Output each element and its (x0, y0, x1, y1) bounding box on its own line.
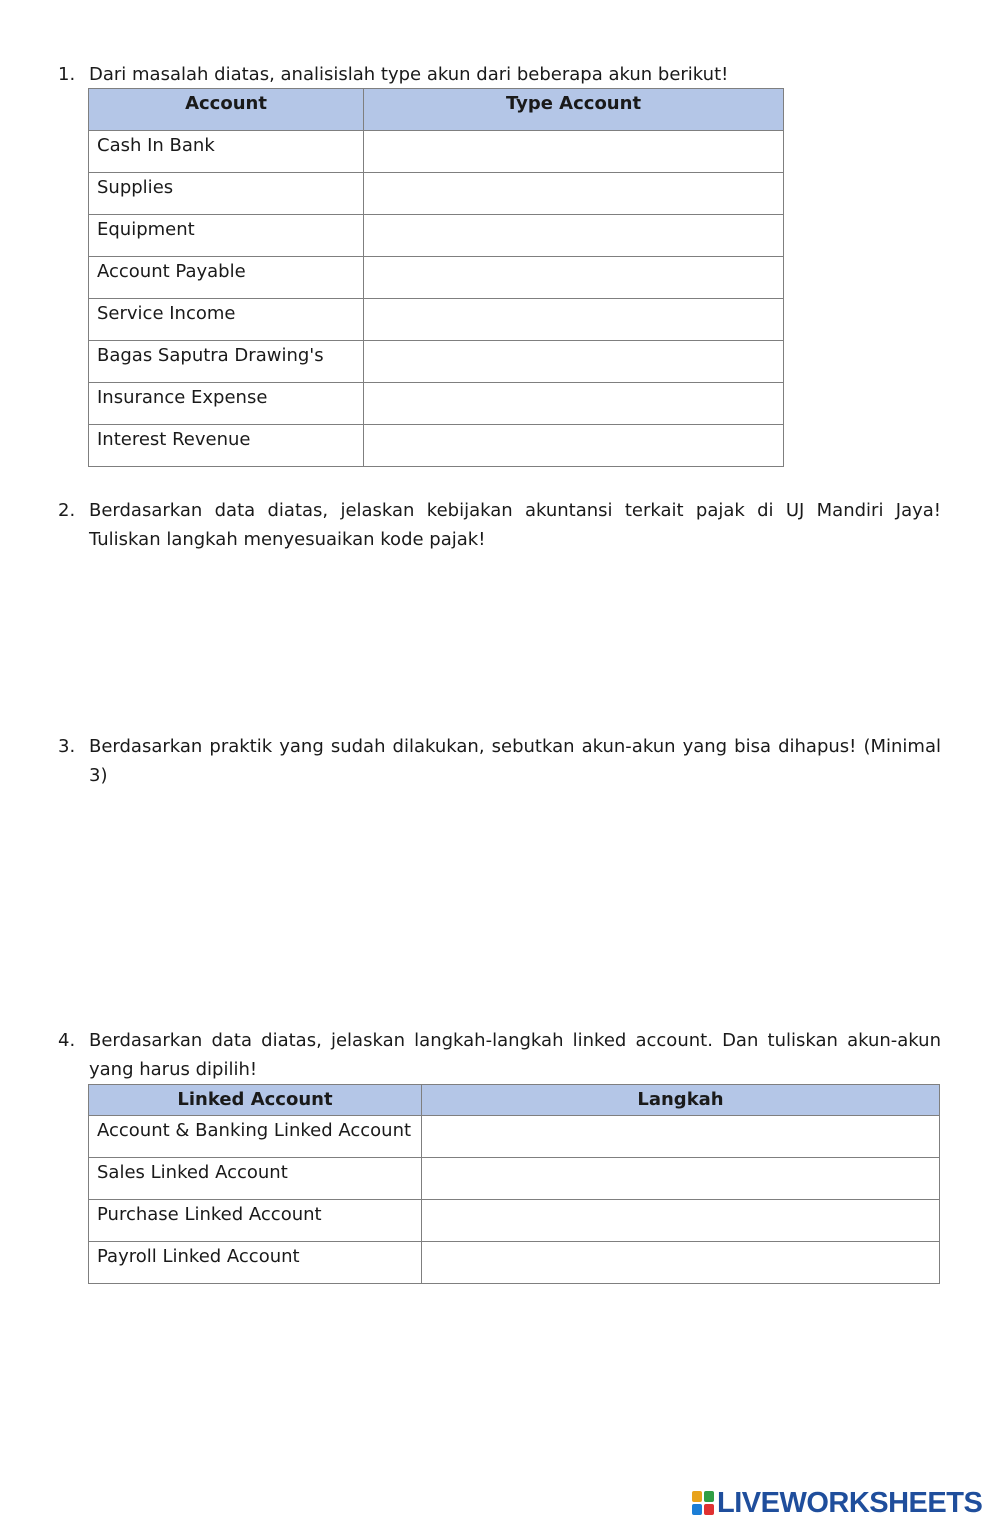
account-name: Account Payable (89, 257, 364, 299)
type-account-answer[interactable] (364, 215, 784, 257)
answer-area-2[interactable] (88, 560, 940, 720)
header-linked-account: Linked Account (89, 1085, 422, 1116)
table-row (89, 173, 784, 215)
type-account-answer[interactable] (364, 131, 784, 173)
account-name: Bagas Saputra Drawing's (89, 341, 364, 383)
question-number: 3. (58, 736, 76, 757)
table-row (89, 131, 784, 173)
account-name: Insurance Expense (89, 383, 364, 425)
langkah-answer[interactable] (422, 1158, 940, 1200)
type-account-answer[interactable] (364, 425, 784, 467)
header-type-account: Type Account (364, 89, 784, 131)
question-text: Dari masalah diatas, analisislah type akun dari beberapa akun berikut! (89, 64, 729, 85)
linked-account-name: Account & Banking Linked Account (89, 1116, 422, 1158)
type-account-answer[interactable] (364, 383, 784, 425)
question-number: 2. (58, 500, 76, 521)
table-row (89, 1242, 940, 1284)
table-row (89, 1158, 940, 1200)
question-number: 4. (58, 1030, 76, 1051)
table-row (89, 299, 784, 341)
type-account-answer[interactable] (364, 299, 784, 341)
table-row (89, 257, 784, 299)
linked-account-name: Sales Linked Account (89, 1158, 422, 1200)
question-text: Berdasarkan praktik yang sudah dilakukan, sebutkan akun-akun yang bisa dihapus! (Minimal 3) (89, 736, 941, 786)
langkah-answer[interactable] (422, 1200, 940, 1242)
account-name: Cash In Bank (89, 131, 364, 173)
logo-square (692, 1504, 702, 1515)
account-name: Supplies (89, 173, 364, 215)
liveworksheets-logo[interactable] (692, 1486, 982, 1520)
question-number: 1. (58, 64, 76, 85)
table-row (89, 383, 784, 425)
logo-square (704, 1504, 714, 1515)
langkah-answer[interactable] (422, 1116, 940, 1158)
account-name: Service Income (89, 299, 364, 341)
account-name: Interest Revenue (89, 425, 364, 467)
liveworksheets-logo-icon (692, 1491, 714, 1515)
type-account-answer[interactable] (364, 341, 784, 383)
header-langkah: Langkah (422, 1085, 940, 1116)
table-row (89, 1116, 940, 1158)
question-text: Berdasarkan data diatas, jelaskan langkah-langkah linked account. Dan tuliskan akun-akun yang harus dipilih! (89, 1030, 941, 1080)
header-account: Account (89, 89, 364, 131)
table-row (89, 215, 784, 257)
account-type-table (88, 88, 784, 467)
table-row (89, 341, 784, 383)
langkah-answer[interactable] (422, 1242, 940, 1284)
logo-square (704, 1491, 714, 1502)
liveworksheets-logo-text: LIVEWORKSHEETS (717, 1486, 983, 1519)
question-4 (58, 1026, 941, 1084)
table-row (89, 425, 784, 467)
answer-area-3[interactable] (88, 770, 940, 1010)
logo-square (692, 1491, 702, 1502)
account-name: Equipment (89, 215, 364, 257)
question-text: Berdasarkan data diatas, jelaskan kebijakan akuntansi terkait pajak di UJ Mandiri Jaya! Tuliskan langkah menyesuaikan kode pajak! (89, 500, 941, 550)
question-2 (58, 496, 941, 554)
linked-account-table (88, 1084, 940, 1284)
linked-account-name: Payroll Linked Account (89, 1242, 422, 1284)
table-header-row (89, 1085, 940, 1116)
table-header-row (89, 89, 784, 131)
type-account-answer[interactable] (364, 173, 784, 215)
type-account-answer[interactable] (364, 257, 784, 299)
question-1 (58, 60, 941, 89)
table-row (89, 1200, 940, 1242)
linked-account-name: Purchase Linked Account (89, 1200, 422, 1242)
